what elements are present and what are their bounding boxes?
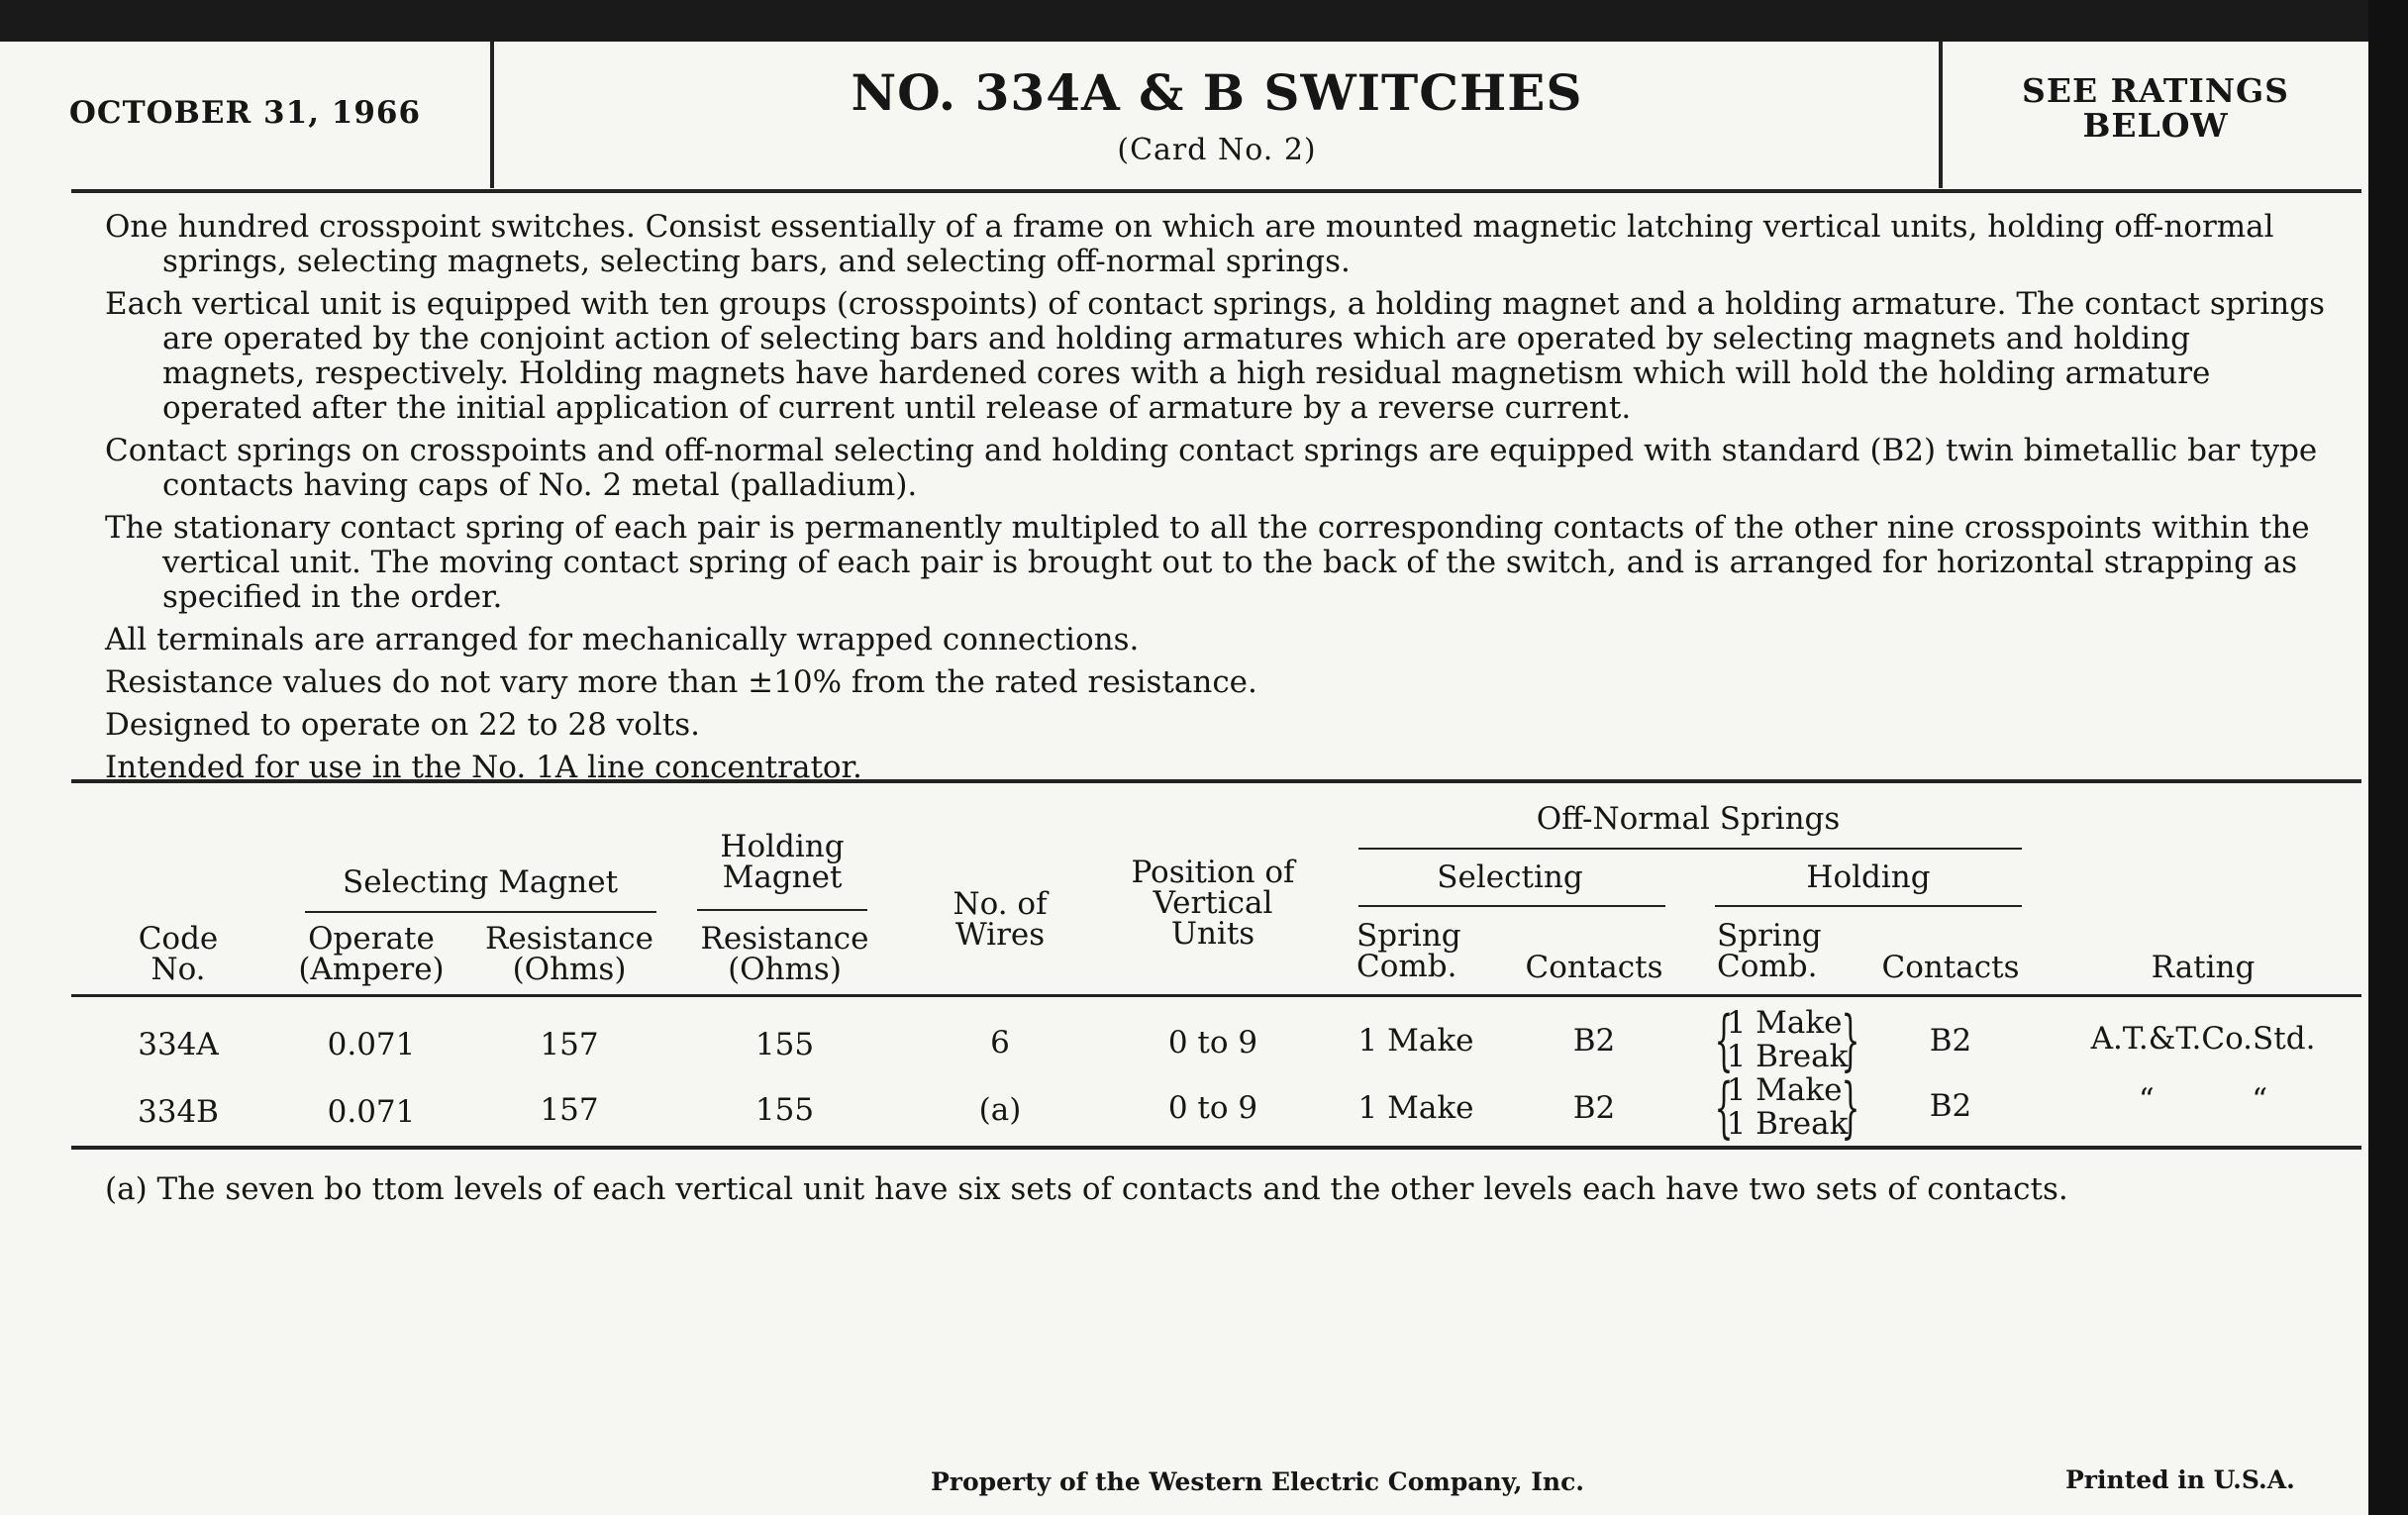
selecting-springs-header: Selecting [1437, 859, 1583, 895]
row-334b-wires: (a) [978, 1092, 1022, 1128]
card-subtitle: (Card No. 2) [1117, 133, 1317, 167]
off-normal-underline [1358, 848, 2022, 850]
row-334a-holding-resistance: 155 [754, 1027, 815, 1062]
row-334b-position: 0 to 9 [1167, 1090, 1258, 1126]
holding-springs-underline [1715, 905, 2022, 907]
header-divider-left [490, 42, 494, 188]
holding-magnet-underline [697, 909, 867, 911]
description-paragraph: Contact springs on crosspoints and off-normal selecting and holding contact springs are equipped with standard (B2) twin bimetallic bar type contacts having caps of No. 2 metal (palladium). [105, 433, 2318, 503]
description-paragraph: Intended for use in the No. 1A line concentrator. [105, 750, 862, 785]
col-wires: No. of Wires [953, 886, 1048, 953]
row-334b-holding-spring [1683, 1073, 1891, 1141]
row-334b-holding-resistance: 155 [754, 1092, 815, 1128]
col-position: Position of Vertical Units [1131, 855, 1295, 952]
selecting-magnet-header: Selecting Magnet [342, 864, 619, 900]
holding-spring-make: { 1 Make [1726, 1072, 1843, 1108]
row-334b-rating-ditto: “ “ [2138, 1082, 2268, 1118]
row-334a-selecting-resistance: 157 [540, 1027, 599, 1062]
row-334a-wires: 6 [990, 1025, 1010, 1060]
description-paragraph: One hundred crosspoint switches. Consist essentially of a frame on which are mounted magnetic latching vertical units, holding off-normal springs, selecting magnets, selecting bars, and selecting off-normal springs. [105, 209, 2274, 279]
scan-border-top [0, 0, 2408, 42]
ratings-note-line-1: SEE RATINGS [2021, 71, 2290, 110]
ratings-note [1943, 73, 2368, 143]
col-selecting-contacts: Contacts [1525, 950, 1663, 985]
row-334a-rating: A.T.&T.Co.Std. [2090, 1021, 2316, 1057]
row-334b-selecting-contacts: B2 [1572, 1090, 1616, 1126]
table-top-rule [71, 779, 2361, 783]
col-holding-contacts: Contacts [1881, 950, 2020, 985]
selecting-springs-underline [1358, 905, 1665, 907]
description [105, 210, 2333, 793]
table-bottom-rule [71, 1146, 2361, 1150]
row-334a-operate: 0.071 [327, 1027, 416, 1062]
row-334a-selecting-contacts: B2 [1572, 1023, 1616, 1059]
row-334a-position: 0 to 9 [1167, 1025, 1258, 1060]
col-holding-resistance: Resistance (Ohms) [700, 921, 869, 987]
description-paragraph: Resistance values do not vary more than ±10% from the rated resistance. [105, 664, 1257, 700]
col-selecting-spring-comb: Spring Comb. [1356, 918, 1461, 984]
row-334a-holding-contacts: B2 [1929, 1023, 1972, 1059]
property-notice: Property of the Western Electric Company, Inc. [931, 1467, 1585, 1496]
printed-notice: Printed in U.S.A. [2065, 1465, 2295, 1494]
row-334a-holding-spring [1683, 1006, 1891, 1073]
scan-border-right [2368, 0, 2408, 1515]
table-header-rule [71, 994, 2361, 997]
selecting-magnet-underline [305, 911, 656, 913]
row-334b-code: 334B [138, 1094, 219, 1130]
row-334b-selecting-spring: 1 Make [1357, 1090, 1474, 1126]
description-paragraph: Designed to operate on 22 to 28 volts. [105, 707, 701, 743]
description-paragraph: Each vertical unit is equipped with ten groups (crosspoints) of contact springs, a holding magnet and a holding armature. The contact springs are operated by the conjoint action of selecting bars and holding armatures which are operated by selecting magnets and holding magnets, respectively. Holding magnets have hardened cores with a high residual magnetism which will hold the holding armature operated after the initial application of current until release of armature by a reverse current. [105, 286, 2326, 426]
col-code: Code No. [138, 921, 219, 987]
row-334a-selecting-spring: 1 Make [1357, 1023, 1474, 1059]
ratings-note-line-2: BELOW [2082, 106, 2229, 145]
description-paragraph: All terminals are arranged for mechanically wrapped connections. [105, 622, 1140, 657]
holding-spring-break: 1 Break [1726, 1106, 1849, 1142]
card-date: OCTOBER 31, 1966 [68, 95, 422, 131]
row-334b-holding-contacts: B2 [1929, 1088, 1972, 1124]
holding-springs-header: Holding [1806, 859, 1931, 895]
description-paragraph: The stationary contact spring of each pair is permanently multipled to all the corresponding contacts of the other nine crosspoints within the vertical unit. The moving contact spring of each pair is brought out to the back of the switch, and is arranged for horizontal strapping as specified in the order. [105, 510, 2310, 615]
col-rating: Rating [2151, 950, 2256, 985]
holding-spring-make: { 1 Make [1726, 1005, 1843, 1041]
header-rule [71, 189, 2361, 193]
off-normal-springs-header: Off-Normal Springs [1536, 801, 1841, 837]
row-334b-operate: 0.071 [327, 1094, 416, 1130]
col-selecting-resistance: Resistance (Ohms) [484, 921, 654, 987]
table-footnote: (a) The seven bo ttom levels of each vertical unit have six sets of contacts and the other levels each have two sets of contacts. [105, 1171, 2068, 1207]
row-334a-code: 334A [138, 1027, 219, 1062]
card-title: NO. 334A & B SWITCHES [851, 63, 1583, 122]
brace-group [1713, 1073, 1862, 1141]
col-operate: Operate (Ampere) [298, 921, 445, 987]
brace-group [1713, 1006, 1862, 1073]
holding-magnet-header: Holding Magnet [720, 829, 845, 895]
holding-spring-break: 1 Break [1726, 1039, 1849, 1074]
row-334b-selecting-resistance: 157 [540, 1092, 599, 1128]
col-holding-spring-comb: Spring Comb. [1717, 918, 1822, 984]
